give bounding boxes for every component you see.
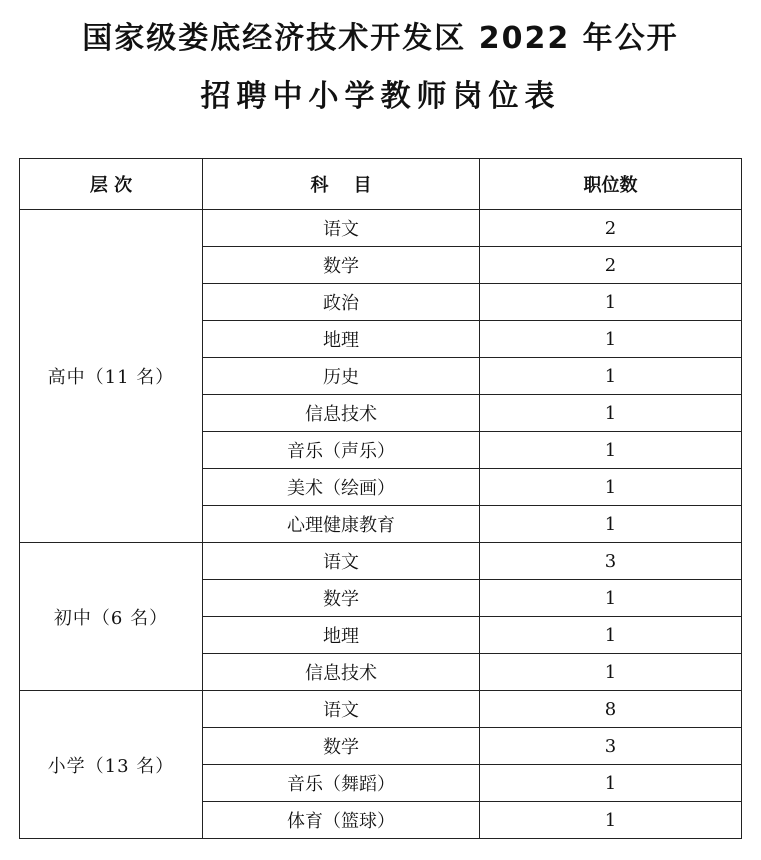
page-title-line-1: 国家级娄底经济技术开发区 2022 年公开: [82, 21, 679, 56]
subject-cell: 历史: [203, 358, 480, 395]
count-cell: 1: [480, 321, 742, 358]
count-cell: 3: [480, 543, 742, 580]
positions-table: [19, 158, 742, 839]
subject-cell: 政治: [203, 284, 480, 321]
count-cell: 2: [480, 247, 742, 284]
subject-cell: 地理: [203, 321, 480, 358]
count-cell: 1: [480, 395, 742, 432]
count-cell: 1: [480, 654, 742, 691]
subject-cell: 数学: [203, 247, 480, 284]
header-count: 职位数: [480, 159, 742, 210]
page-title-line-2: 招聘中小学教师岗位表: [200, 79, 561, 114]
subject-cell: 数学: [203, 580, 480, 617]
subject-cell: 信息技术: [203, 395, 480, 432]
subject-cell: 心理健康教育: [203, 506, 480, 543]
level-cell: 高中（11 名）: [20, 210, 203, 543]
level-cell: 初中（6 名）: [20, 543, 203, 691]
subject-cell: 音乐（舞蹈）: [203, 765, 480, 802]
count-cell: 3: [480, 728, 742, 765]
count-cell: 1: [480, 580, 742, 617]
table-header-row: [20, 159, 742, 210]
count-cell: 1: [480, 506, 742, 543]
table-row: [20, 543, 742, 580]
table-body: [20, 210, 742, 839]
count-cell: 1: [480, 284, 742, 321]
subject-cell: 语文: [203, 543, 480, 580]
level-cell: 小学（13 名）: [20, 691, 203, 839]
subject-cell: 体育（篮球）: [203, 802, 480, 839]
count-cell: 1: [480, 802, 742, 839]
subject-cell: 语文: [203, 210, 480, 247]
count-cell: 8: [480, 691, 742, 728]
count-cell: 1: [480, 469, 742, 506]
subject-cell: 数学: [203, 728, 480, 765]
subject-cell: 语文: [203, 691, 480, 728]
header-level: 层 次: [20, 159, 203, 210]
subject-cell: 美术（绘画）: [203, 469, 480, 506]
table-row: [20, 210, 742, 247]
count-cell: 1: [480, 617, 742, 654]
count-cell: 1: [480, 358, 742, 395]
table-row: [20, 691, 742, 728]
header-subject: 科 目: [203, 159, 480, 210]
subject-cell: 信息技术: [203, 654, 480, 691]
subject-cell: 音乐（声乐）: [203, 432, 480, 469]
count-cell: 2: [480, 210, 742, 247]
count-cell: 1: [480, 765, 742, 802]
count-cell: 1: [480, 432, 742, 469]
subject-cell: 地理: [203, 617, 480, 654]
